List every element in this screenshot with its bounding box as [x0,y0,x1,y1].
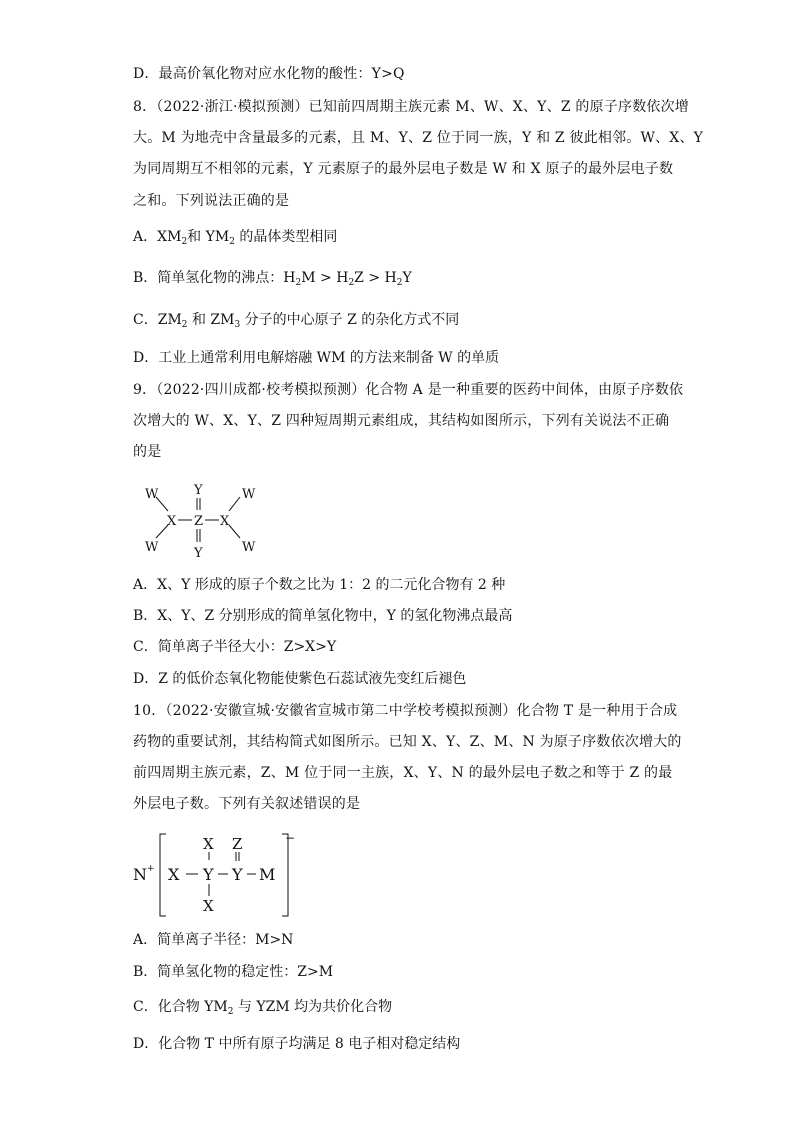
svg-text:Y: Y [194,546,203,560]
q7-option-d: D．最高价氧化物对应水化物的酸性：Y>Q [133,66,405,82]
svg-text:−: − [285,831,296,845]
q10-stem-line-1: 10．（2022·安徽宣城·安徽省宣城市第二中学校考模拟预测）化合物 T 是一种用于合成 [133,703,678,719]
q9-stem-line-2: 次增大的 W、X、Y、Z 四种短周期元素组成，其结构如图所示，下列有关说法不正确 [133,413,670,429]
svg-text:W: W [242,540,256,555]
q10-structure-diagram [130,828,300,920]
svg-text:M: M [259,865,276,884]
q9-stem-line-3: 的是 [133,444,162,460]
q8-stem-line-1: 8．（2022·浙江·模拟预测）已知前四周期主族元素 M、W、X、Y、Z 的原子序数依次增 [133,99,689,115]
q10-option-d: D．化合物 T 中所有原子均满足 8 电子相对稳定结构 [133,1036,461,1052]
q10-option-a: A．简单离子半径：M>N [133,932,294,948]
svg-text:Z: Z [232,835,243,853]
q8-stem-line-3: 为同周期互不相邻的元素，Y 元素原子的最外层电子数是 W 和 X 原子的最外层电子数 [133,161,674,177]
svg-text:Z: Z [194,514,204,529]
svg-text:Y: Y [232,865,243,884]
q9-structure-diagram [133,478,273,560]
q8-stem-line-4: 之和。下列说法正确的是 [133,193,290,209]
q10-stem-line-4: 外层电子数。下列有关叙述错误的是 [133,796,361,812]
q10-stem-line-2: 药物的重要试剂，其结构简式如图所示。已知 X、Y、Z、M、N 为原子序数依次增大的 [133,734,682,750]
q9-option-b: B．X、Y、Z 分别形成的简单氢化物中，Y 的氢化物沸点最高 [133,608,513,624]
q9-stem-line-1: 9．（2022·四川成都·校考模拟预测）化合物 A 是一种重要的医药中间体，由原子序数依 [133,382,684,398]
q10-option-c: C．化合物 $YM_2$ 与 YZM 均为共价化合物 [133,999,393,1017]
q10-option-b: B．简单氢化物的稳定性：Z>M [133,964,334,980]
q8-stem-line-2: 大。M 为地壳中含量最多的元素，且 M、Y、Z 位于同一族，Y 和 Z 彼此相邻。W、X、Y [133,130,704,146]
svg-text:X: X [220,514,230,529]
svg-text:Y: Y [194,483,203,498]
q9-option-c: C．简单离子半径大小：Z>X>Y [133,639,337,655]
svg-text:X: X [203,897,214,915]
svg-text:X: X [203,835,214,853]
svg-text:W: W [242,487,256,502]
q8-option-d: D．工业上通常利用电解熔融 WM 的方法来制备 W 的单质 [133,350,500,366]
svg-text:+: + [147,864,155,874]
svg-text:X: X [168,865,180,884]
q8-option-a: A．$XM_2$和 $YM_2$ 的晶体类型相同 [133,229,338,247]
q10-stem-line-3: 前四周期主族元素，Z、M 位于同一主族，X、Y、N 的最外层电子数之和等于 Z 的最 [133,765,673,781]
q8-option-c: C．$ZM_2$ 和 $ZM_3$ 分子的中心原子 Z 的杂化方式不同 [133,312,460,330]
q9-option-d: D．Z 的低价态氧化物能使紫色石蕊试液先变红后褪色 [133,671,467,687]
svg-text:W: W [145,487,159,502]
svg-text:N: N [133,865,147,884]
q9-option-a: A．X、Y 形成的原子个数之比为 1：2 的二元化合物有 2 种 [133,577,506,593]
svg-text:W: W [145,540,159,555]
svg-text:Y: Y [203,865,214,884]
q8-option-b: B．简单氢化物的沸点：$H_2M > H_2Z > H_2Y$ [133,270,412,288]
svg-text:X: X [167,514,177,529]
